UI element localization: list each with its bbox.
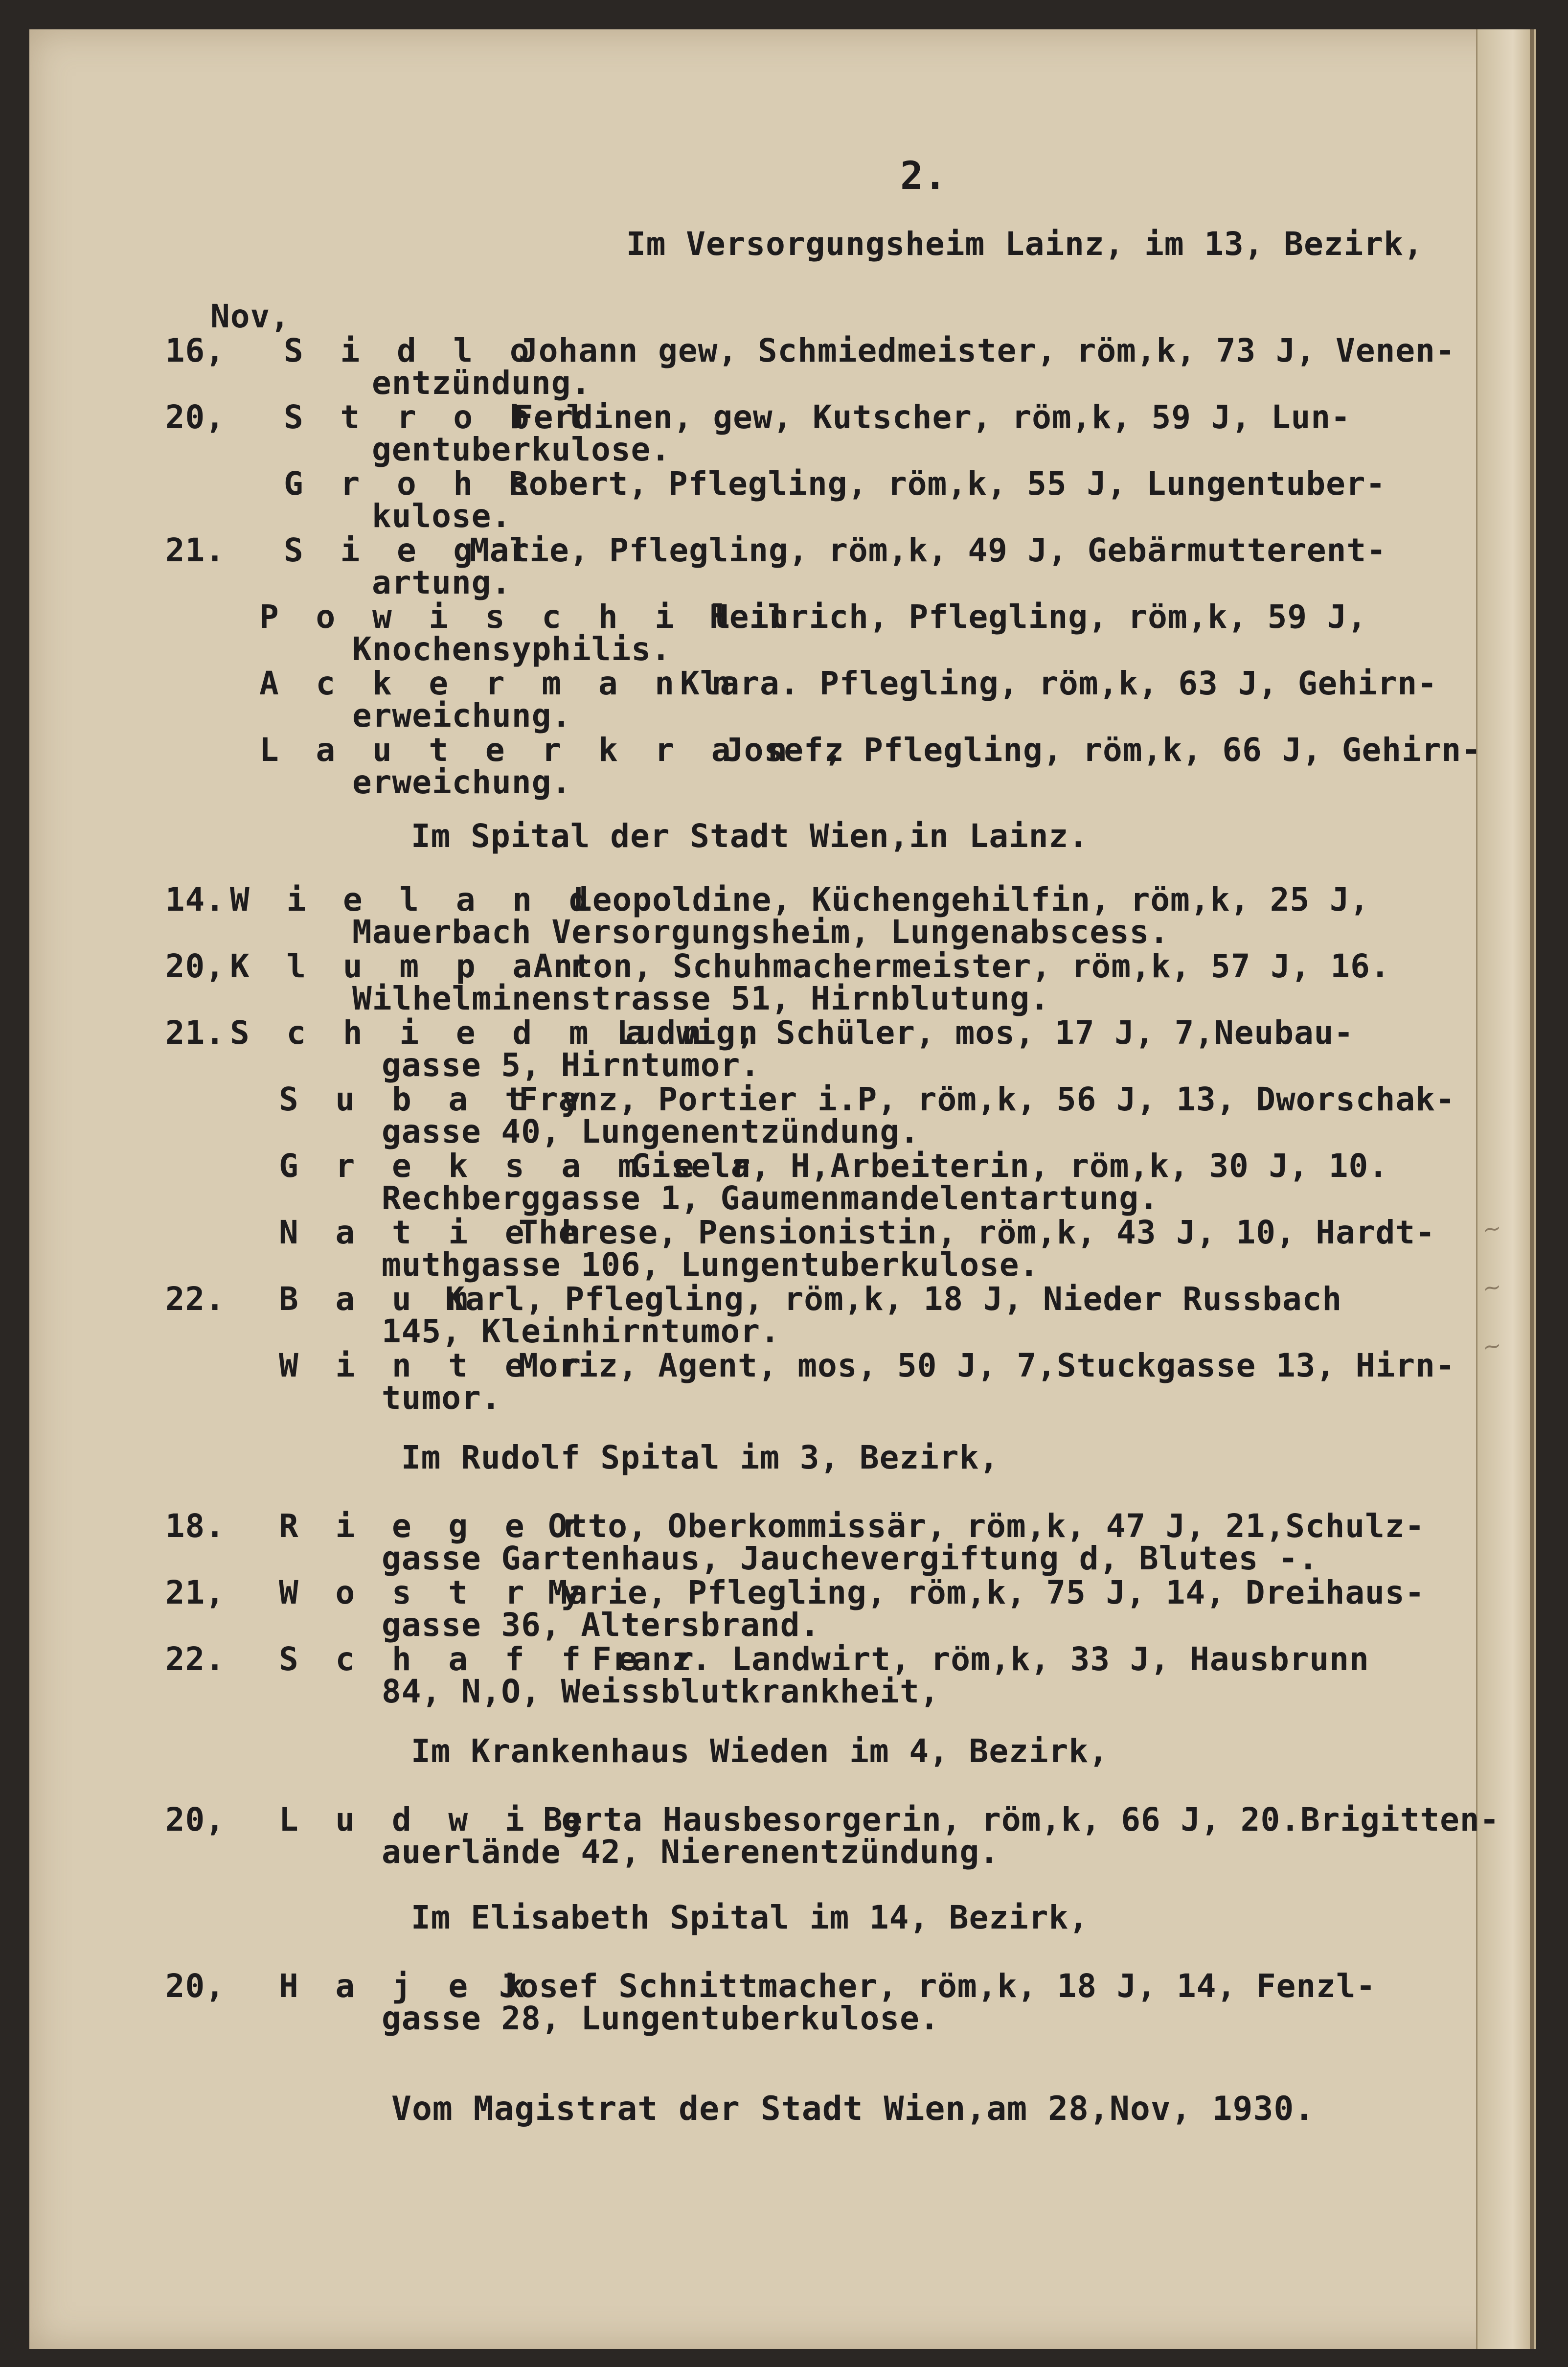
entry-text: Franz. Landwirt, röm,k, 33 J, Hausbrunn	[592, 1640, 1369, 1678]
section-heading: Im Spital der Stadt Wien,in Lainz.	[411, 817, 1089, 855]
entry-text: Otto, Oberkommissär, röm,k, 47 J, 21,Schulz-	[548, 1507, 1425, 1545]
entry-text: Mauerbach Versorgungsheim, Lungenabscess.	[352, 913, 1170, 951]
entry-text: Moriz, Agent, mos, 50 J, 7,Stuckgasse 13, Hirn-	[519, 1347, 1455, 1384]
entry-text: Franz, Portier i.P, röm,k, 56 J, 13, Dworschak-	[519, 1080, 1455, 1118]
entry-text: artung.	[372, 564, 512, 601]
entry-name: R i e g e r	[279, 1507, 590, 1545]
entry-date: 21,	[165, 1574, 225, 1611]
section-heading: Im Rudolf Spital im 3, Bezirk,	[401, 1439, 1000, 1476]
entry-date: 22.	[165, 1280, 225, 1318]
entry-name: S t r o b l	[284, 398, 595, 436]
entry-name: W o s t r y	[279, 1574, 590, 1611]
entry-date: 16,	[165, 332, 225, 369]
entry-text: Gisela, H,Arbeiterin, röm,k, 30 J, 10.	[631, 1147, 1388, 1185]
entry-text: kulose.	[372, 497, 512, 535]
book-binding	[1530, 29, 1534, 2349]
entry-name: A c k e r m a n n	[259, 665, 740, 702]
margin-handwriting: ~	[1480, 1332, 1503, 1360]
entry-text: Johann gew, Schmiedmeister, röm,k, 73 J, Venen-	[519, 332, 1455, 369]
entry-text: Karl, Pflegling, röm,k, 18 J, Nieder Russbach	[445, 1280, 1342, 1318]
entry-text: Wilhelminenstrasse 51, Hirnblutung.	[352, 980, 1050, 1017]
entry-date: 18.	[165, 1507, 225, 1545]
entry-date: 20,	[165, 1967, 225, 2005]
entry-text: Robert, Pflegling, röm,k, 55 J, Lungentuber-	[509, 465, 1386, 503]
entry-date: 14.	[165, 881, 225, 919]
entry-text: entzündung.	[372, 364, 591, 402]
entry-text: gasse Gartenhaus, Jauchevergiftung d, Blutes -.	[382, 1540, 1318, 1577]
entry-text: muthgasse 106, Lungentuberkulose.	[382, 1246, 1040, 1284]
entry-text: erweichung.	[352, 697, 572, 735]
entry-name: P o w i s c h i l l	[259, 598, 796, 636]
margin-handwriting: ~	[1480, 1273, 1503, 1302]
entry-text: Therese, Pensionistin, röm,k, 43 J, 10, Hardt-	[519, 1214, 1435, 1251]
section-heading: Im Krankenhaus Wieden im 4, Bezirk,	[411, 1732, 1109, 1770]
entry-name: N a t i e h	[279, 1214, 590, 1251]
month-label: Nov,	[210, 298, 290, 335]
entry-text: Marie, Pflegling, röm,k, 75 J, 14, Dreihaus-	[548, 1574, 1425, 1611]
entry-text: Marie, Pflegling, röm,k, 49 J, Gebärmutterent-	[470, 531, 1386, 569]
entry-text: Josef Schnittmacher, röm,k, 18 J, 14, Fenzl-	[499, 1967, 1376, 2005]
entry-text: auerlände 42, Nierenentzündung.	[382, 1833, 1000, 1871]
signature-line: Vom Magistrat der Stadt Wien,am 28,Nov, 1930.	[391, 2090, 1315, 2128]
entry-text: gentuberkulose.	[372, 431, 671, 468]
entry-name: K l u m p a r	[230, 947, 597, 985]
entry-name: L u d w i g	[279, 1801, 590, 1838]
entry-date: 21.	[165, 1014, 225, 1052]
entry-text: gasse 28, Lungentuberkulose.	[382, 1999, 940, 2037]
entry-text: Heinrich, Pflegling, röm,k, 59 J,	[709, 598, 1367, 636]
document-page	[29, 29, 1536, 2349]
section-heading: Im Versorgungsheim Lainz, im 13, Bezirk,	[626, 225, 1424, 263]
entry-date: 20,	[165, 947, 225, 985]
entry-text: Josef, Pflegling, röm,k, 66 J, Gehirn-	[724, 731, 1481, 769]
entry-text: gasse 36, Altersbrand.	[382, 1606, 820, 1644]
entry-text: Berta Hausbesorgerin, röm,k, 66 J, 20.Brigitten-	[543, 1801, 1500, 1838]
entry-text: gasse 40, Lungenentzündung.	[382, 1113, 920, 1150]
entry-name: S c h i e d m a n n	[230, 1014, 767, 1052]
entry-text: 84, N,O, Weissblutkrankheit,	[382, 1673, 940, 1710]
entry-date: 20,	[165, 398, 225, 436]
entry-date: 22.	[165, 1640, 225, 1678]
entry-text: 145, Kleinhirntumor.	[382, 1312, 780, 1350]
entry-name: L a u t e r k r a n z	[259, 731, 853, 769]
entry-text: Klara. Pflegling, röm,k, 63 J, Gehirn-	[680, 665, 1437, 702]
entry-text: Anton, Schuhmachermeister, röm,k, 57 J, 16.	[533, 947, 1390, 985]
entry-date: 21.	[165, 531, 225, 569]
page-number: 2.	[900, 154, 947, 198]
entry-date: 20,	[165, 1801, 225, 1838]
entry-name: G r o h s	[284, 465, 538, 503]
entry-name: S i d l o	[284, 332, 538, 369]
entry-text: Leopoldine, Küchengehilfin, röm,k, 25 J,	[572, 881, 1370, 919]
entry-text: gasse 5, Hirntumor.	[382, 1046, 760, 1084]
entry-name: W i n t e r	[279, 1347, 590, 1384]
entry-text: Knochensyphilis.	[352, 630, 671, 668]
entry-name: S u b a t y	[279, 1080, 590, 1118]
margin-handwriting: ~	[1480, 1214, 1503, 1243]
page-edge	[1476, 29, 1536, 2349]
entry-text: Rechberggasse 1, Gaumenmandelentartung.	[382, 1179, 1159, 1217]
entry-text: Ferdinen, gew, Kutscher, röm,k, 59 J, Lun-	[514, 398, 1351, 436]
entry-text: Ludwig, Schüler, mos, 17 J, 7,Neubau-	[616, 1014, 1354, 1052]
entry-text: erweichung.	[352, 763, 572, 801]
entry-name: S c h a f f e r	[279, 1640, 703, 1678]
entry-name: G r e k s a m e r	[279, 1147, 759, 1185]
entry-name: S i e g l	[284, 531, 538, 569]
section-heading: Im Elisabeth Spital im 14, Bezirk,	[411, 1899, 1089, 1936]
entry-name: W i e l a n d	[230, 881, 597, 919]
entry-text: tumor.	[382, 1379, 501, 1417]
entry-name: B a u m	[279, 1280, 477, 1318]
entry-name: H a j e k	[279, 1967, 533, 2005]
